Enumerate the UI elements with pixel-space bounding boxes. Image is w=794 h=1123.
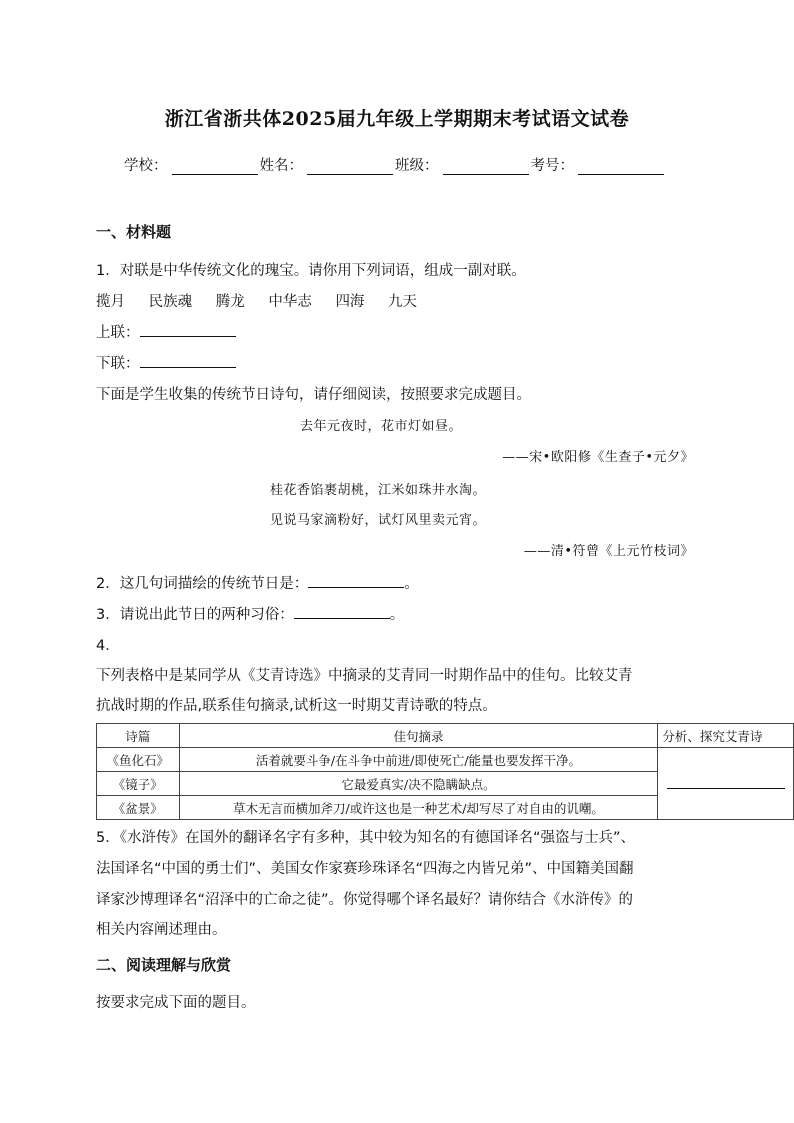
- q5-line-1: 5．《水浒传》在国外的翻译名字有多种，其中较为知名的有德国译名“强盗与士兵”、: [96, 830, 635, 846]
- word-item: 中华志: [268, 294, 312, 310]
- q3-blank[interactable]: [294, 603, 390, 619]
- q4-line-2: 抗战时期的作品,联系佳句摘录,试析这一时期艾青诗歌的特点。: [96, 698, 497, 714]
- word-item: 揽月: [96, 294, 125, 310]
- class-label: 班级：: [395, 158, 439, 174]
- quote-cell: 活着就要斗争/在斗争中前进/即使死亡/能量也要发挥干净。: [179, 748, 658, 772]
- lower-couplet-row: [96, 352, 236, 373]
- q5-line-4: 相关内容阐述理由。: [96, 922, 227, 938]
- q5-line-3: 译家沙博理译名“沼泽中的亡命之徒”。你觉得哪个译名最好？请你结合《水浒传》的: [96, 892, 634, 908]
- analysis-cell[interactable]: [658, 748, 794, 820]
- q2-row: [96, 572, 419, 593]
- school-label: 学校：: [124, 158, 168, 174]
- name-blank[interactable]: [307, 158, 393, 175]
- page-title: 浙江省浙共体2025届九年级上学期期末考试语文试卷: [164, 108, 630, 130]
- word-item: 九天: [388, 294, 418, 310]
- name-label: 姓名：: [259, 158, 303, 174]
- poem-source-1: ——宋•欧阳修《生查子•元夕》: [502, 450, 694, 465]
- student-info-line: [124, 154, 666, 175]
- q2-text: 2．这几句词描绘的传统节日是：: [96, 576, 309, 592]
- lower-couplet-label: 下联：: [96, 356, 140, 372]
- q3-end: 。: [389, 607, 405, 623]
- poem-line-3: 见说马家滴粉好，试灯风里卖元宵。: [270, 513, 487, 528]
- q1-text: 1．对联是中华传统文化的瑰宝。请你用下列词语，组成一副对联。: [96, 263, 526, 279]
- upper-couplet-label: 上联：: [96, 325, 140, 341]
- word-item: 四海: [335, 294, 365, 310]
- header-analysis: 分析、探究艾青诗: [658, 724, 794, 748]
- q1-word-list: [96, 290, 436, 311]
- q3-text: 3．请说出此节日的两种习俗：: [96, 607, 294, 623]
- q4-number: 4．: [96, 638, 120, 654]
- poem-cell: 《盆景》: [97, 796, 180, 820]
- instruction-text: 按要求完成下面的题目。: [96, 995, 256, 1011]
- header-quote: 佳句摘录: [179, 724, 658, 748]
- poem-line-1: 去年元夜时，花市灯如昼。: [300, 419, 463, 434]
- quote-cell: 草木无言而横加斧刀/或许这也是一种艺术/却写尽了对自由的讥嘲。: [179, 796, 658, 820]
- poem-cell: 《鱼化石》: [97, 748, 180, 772]
- school-blank[interactable]: [172, 158, 258, 175]
- poem-line-2: 桂花香馅裹胡桃，江米如珠井水淘。: [270, 483, 487, 498]
- quote-cell: 它最爱真实/决不隐瞒缺点。: [179, 772, 658, 796]
- analysis-blank[interactable]: [667, 776, 785, 789]
- lower-couplet-blank[interactable]: [140, 352, 236, 368]
- q4-line-1: 下列表格中是某同学从《艾青诗选》中摘录的艾青同一时期作品中的佳句。比较艾青: [96, 668, 633, 684]
- number-label: 考号：: [530, 158, 574, 174]
- q5-line-2: 法国译名“中国的勇士们”、美国女作家赛珍珠译名“四海之内皆兄弟”、中国籍美国翻: [96, 861, 634, 877]
- table-row: [97, 748, 794, 772]
- section1-heading: 一、材料题: [96, 223, 172, 241]
- poem-table: [96, 723, 794, 820]
- section2-heading: 二、阅读理解与欣赏: [96, 956, 232, 974]
- word-item: 腾龙: [215, 294, 245, 310]
- q2-end: 。: [404, 576, 419, 592]
- upper-couplet-blank[interactable]: [140, 321, 236, 337]
- poem-source-2: ——清•符曾《上元竹枝词》: [523, 544, 694, 559]
- upper-couplet-row: [96, 321, 236, 342]
- poem-cell: 《镜子》: [97, 772, 180, 796]
- class-blank[interactable]: [443, 158, 529, 175]
- header-poem: 诗篇: [97, 724, 180, 748]
- table-header-row: [97, 724, 794, 748]
- word-item: 民族魂: [148, 294, 193, 310]
- number-blank[interactable]: [578, 158, 664, 175]
- q2-blank[interactable]: [308, 572, 404, 588]
- intro-text: 下面是学生收集的传统节日诗句，请仔细阅读，按照要求完成题目。: [96, 387, 531, 403]
- q3-row: [96, 603, 404, 624]
